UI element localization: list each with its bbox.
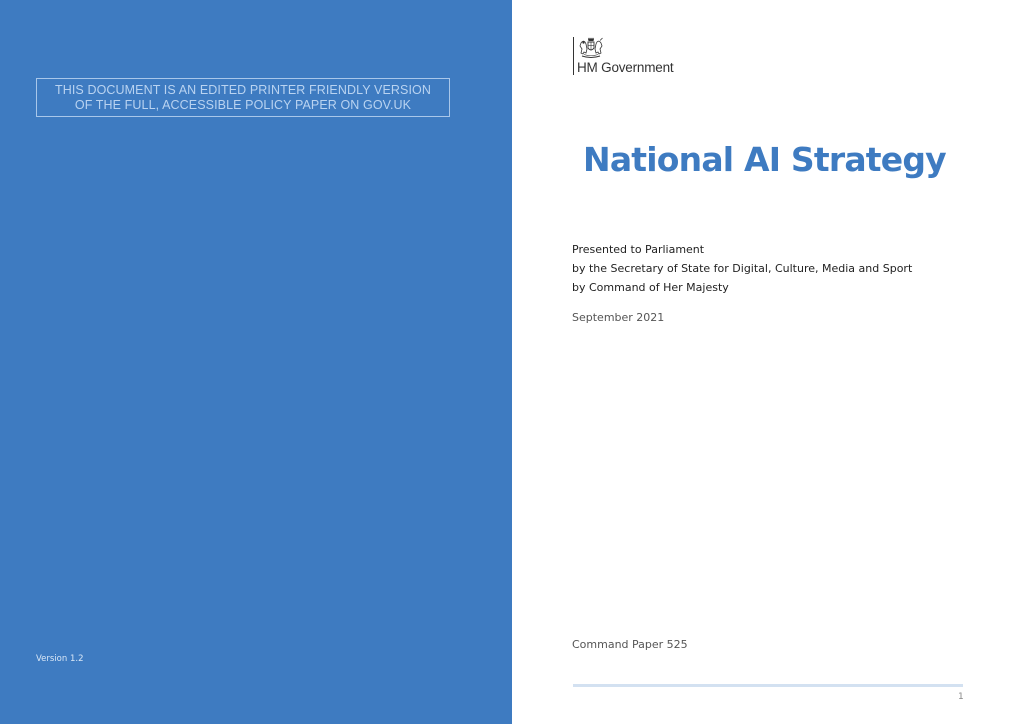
command-paper-number: Command Paper 525	[572, 638, 688, 651]
publication-date: September 2021	[572, 311, 665, 324]
royal-coat-of-arms-icon	[578, 37, 604, 59]
footer-divider	[573, 684, 963, 687]
document-title: National AI Strategy	[583, 140, 946, 179]
printer-friendly-notice	[36, 78, 450, 117]
presented-line-1: Presented to Parliament	[572, 243, 705, 256]
presented-line-3: by Command of Her Majesty	[572, 281, 729, 294]
page-number: 1	[958, 692, 964, 702]
logo-text: HM Government	[577, 60, 674, 75]
notice-line-1: THIS DOCUMENT IS AN EDITED PRINTER FRIENDLY VERSION	[55, 82, 431, 97]
notice-line-2: OF THE FULL, ACCESSIBLE POLICY PAPER ON GOV.UK	[74, 97, 412, 112]
cover-right-page	[512, 0, 1024, 724]
version-label: Version 1.2	[36, 654, 84, 664]
logo-divider	[573, 37, 574, 75]
presentation-statement	[572, 240, 912, 297]
hm-government-logo	[573, 37, 673, 75]
presented-line-2: by the Secretary of State for Digital, Culture, Media and Sport	[572, 262, 913, 275]
